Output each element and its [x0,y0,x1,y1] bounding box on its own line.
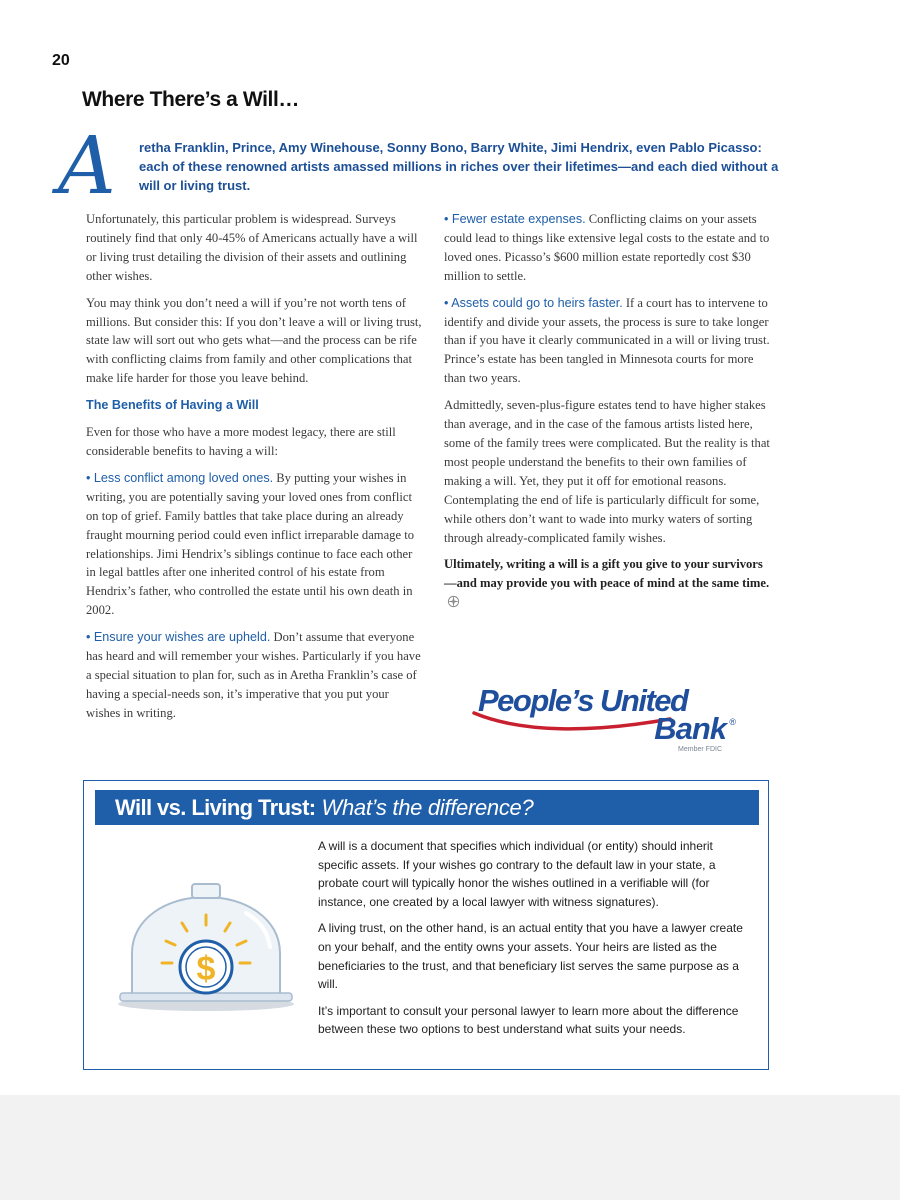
bullet-text: If a court has to intervene to identify and divide your assets, the process is sure to take longer than if you have it clearly communicated in a will or living trust. Prince’s estate has been tangled in Minnesota courts for more than two years. [444,295,770,386]
bullet-heirs-faster [444,294,774,389]
bullet-lead: • Assets could go to heirs faster. [444,295,623,310]
bullet-text: Don’t assume that everyone has heard and will remember your wishes. Particularly if you have a special situation to plan for, such as in Aretha Franklin’s case of having a special-needs son, it’s imperative that you put your wishes in writing. [86,630,421,720]
sidebar-paragraph-living-trust: A living trust, on the other hand, is an actual entity that you have a lawyer create on your behalf, and the entity owns your assets. Your heirs are listed as the beneficiaries to the trust, and that beneficiary list serves the same purpose as a will. [318,921,743,992]
page-number: 20 [52,52,70,69]
closing-text: Ultimately, writing a will is a gift you give to your survivors—and may provide you with peace of mind at the same time. [444,557,770,591]
sidebar-paragraph-consult: It’s important to consult your personal lawyer to learn more about the difference between these two options to best understand what suits your needs. [318,1003,739,1037]
drop-cap-letter: A [58,119,116,212]
closing-paragraph [444,555,774,612]
paragraph-modest-legacy: Even for those who have a more modest legacy, there are still considerable benefits to having a will: [86,425,396,458]
bullet-fewer-expenses [444,210,774,286]
bullet-wishes-upheld [86,628,422,723]
intro-paragraph: retha Franklin, Prince, Amy Winehouse, Sonny Bono, Barry White, Jimi Hendrix, even Pablo Picasso: each of these renowned artists amassed millions in riches over their lifetimes—and each died without a will or living trust. [139,140,779,193]
peoples-united-bank-logo [478,683,740,758]
logo-bank-word: Bank [654,711,726,746]
subhead-benefits: The Benefits of Having a Will [86,398,259,413]
paragraph-not-worth-millions: You may think you don’t need a will if you’re not worth tens of millions. But consider this: If you don’t leave a will or living trust, state law will sort out who gets what—and the process can be rife with conflicting claims from family and other complications that make life harder for those you leave behind. [86,295,422,386]
bullet-text: Conflicting claims on your assets could lead to things like extensive legal costs to the estate and to loved ones. Picasso’s $600 million estate reportedly cost $30 million to settle. [444,212,770,283]
bullet-text: By putting your wishes in writing, you are potentially saving your loved ones from conflict on top of grief. Family battles that take place during an already fraught mourning period could even inflict irreparable damage to relationships. Jimi Hendrix’s siblings continue to face each other in legal battles after one inherited control of his estate from Hendrix’s father, who controlled the estate until his own death in 2002. [86,470,415,618]
paragraph-widespread: Unfortunately, this particular problem is widespread. Surveys routinely find that only 40-45% of Americans actually have a will or living trust detailing the division of their assets and outlining other wishes. [86,212,418,283]
right-column [444,210,774,620]
dollar-sign-glyph: $ [196,950,216,988]
paragraph-admittedly: Admittedly, seven-plus-figure estates tend to have higher stakes than average, and in the case of the famous artists listed here, some of the family trees were complicated. But the reality is that most people understand the benefits to their own families of making a will. Yet, they put it off for emotional reasons. Contemplating the end of life is particularly difficult for some, while others don’t want to wade into murky waters of sorting through already-complicated family wishes. [444,398,770,545]
bullet-lead: • Less conflict among loved ones. [86,470,274,485]
bullet-less-conflict [86,469,422,620]
member-fdic-label: Member FDIC [678,746,722,753]
logo-registered-mark: ® [729,717,736,727]
left-column [86,210,422,731]
bullet-lead: • Fewer estate expenses. [444,212,586,226]
will-vs-trust-sidebar [83,780,769,1070]
bottom-background-band [0,1095,900,1200]
money-cloche-icon [114,867,300,1017]
sidebar-subtitle: What’s the difference? [321,795,534,820]
compass-end-mark-icon [447,595,460,608]
logo-wordmark: People’s United [478,683,688,718]
sidebar-paragraph-will: A will is a document that specifies which individual (or entity) should inherit specific assets. If your wishes go contrary to the default law in your state, a probate court will typically honor the wishes outlined in a verifiable will (for instance, one created by a local lawyer with witness signatures). [318,839,716,909]
page-title: Where There’s a Will… [82,88,300,111]
sidebar-title: Will vs. Living Trust: [115,795,316,820]
bullet-lead: • Ensure your wishes are upheld. [86,630,271,645]
sidebar-body [318,837,748,1047]
sidebar-header [95,790,759,825]
